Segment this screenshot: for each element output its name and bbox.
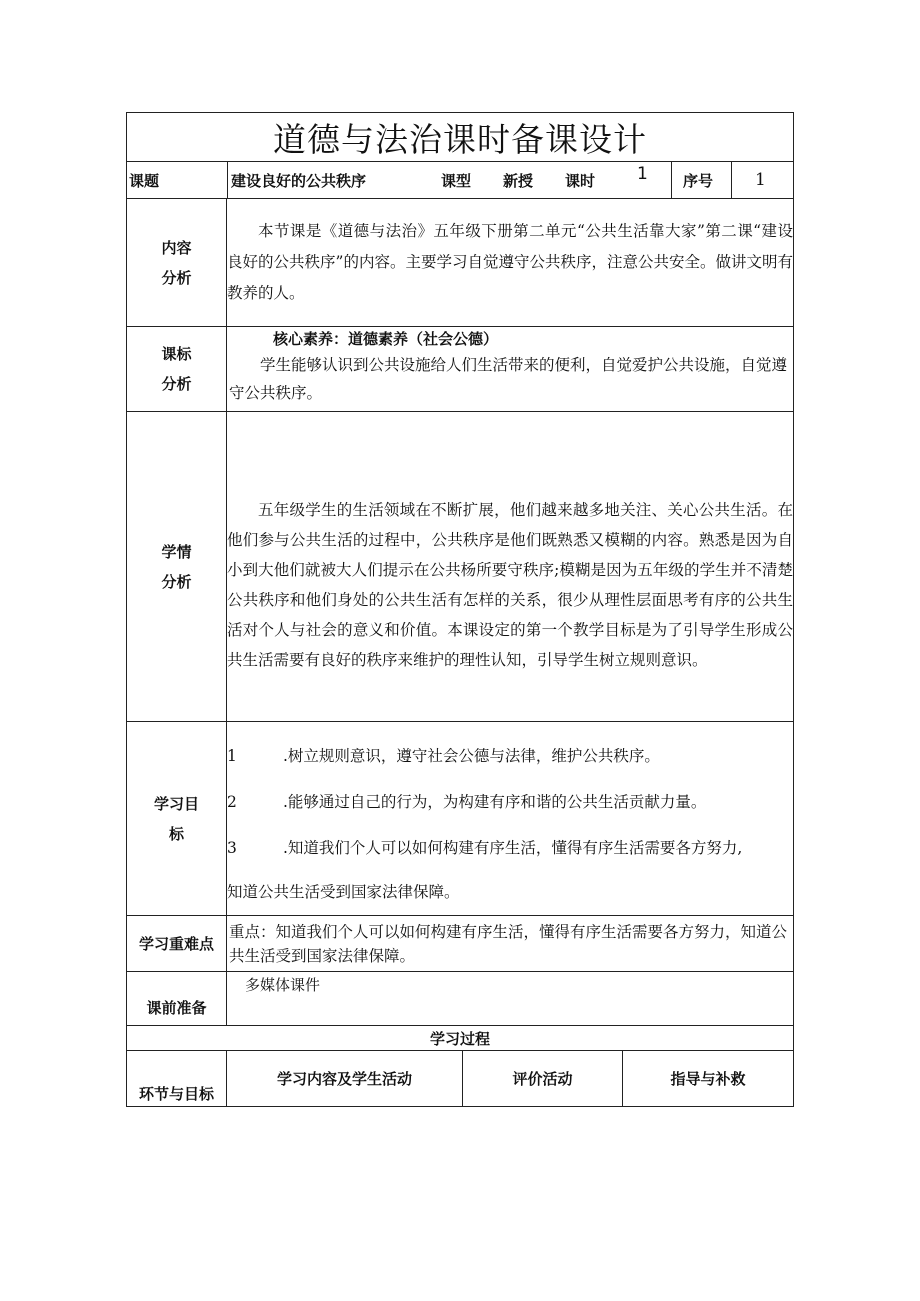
standard-analysis-text: 学生能够认识到公共设施给人们生活带来的便利，自觉爱护公共设施，自觉遵守公共秩序。 xyxy=(229,356,788,402)
learner-analysis-label: 学情 分析 xyxy=(127,412,227,722)
core-competency: 核心素养：道德素养（社会公德） xyxy=(273,330,499,348)
col-guide-header: 指导与补救 xyxy=(623,1051,794,1107)
content-analysis-label: 内容 分析 xyxy=(127,199,227,327)
seq-value: 1 xyxy=(755,170,766,190)
lesson-plan-sheet xyxy=(126,112,793,1107)
period-value: 1 xyxy=(637,164,648,184)
topic-value: 建设良好的公共秩序 xyxy=(231,171,367,190)
type-label: 课型 xyxy=(441,171,472,190)
goals-cell xyxy=(227,722,794,916)
type-value: 新授 xyxy=(503,171,534,190)
col-stage-header: 环节与目标 xyxy=(127,1051,227,1107)
goals-label: 学习目 标 xyxy=(127,722,227,916)
content-analysis-text: 本节课是《道德与法治》五年级下册第二单元“公共生活靠大家”第二课“建设良好的公共秩序”的内容。主要学习自觉遵守公共秩序，注意公共安全。做讲文明有教养的人。 xyxy=(227,199,794,327)
key-points-label: 学习重难点 xyxy=(127,916,227,972)
period-label: 课时 xyxy=(565,171,596,190)
lesson-plan-table xyxy=(126,112,794,1107)
key-points-text: 重点：知道我们个人可以如何构建有序生活，懂得有序生活需要各方努力，知道公共生活受到国家法律保障。 xyxy=(227,916,794,972)
page-title: 道德与法治课时备课设计 xyxy=(127,113,794,162)
goal-continuation: 知道公共生活受到国家法律保障。 xyxy=(227,883,460,901)
learner-analysis-text: 五年级学生的生活领域在不断扩展，他们越来越多地关注、关心公共生活。在他们参与公共生活的过程中，公共秩序是他们既熟悉又模糊的内容。熟悉是因为自小到大他们就被大人们提示在公共杨所要守秩序;模糊是因为五年级的学生并不清楚公共秩序和他们身处的公共生活有怎样的关系，很少从理性层面思考有序的公共生活对个人与社会的意义和价值。本课设定的第一个教学目标是为了引导学生形成公共生活需要有良好的秩序来维护的理性认知，引导学生树立规则意识。 xyxy=(227,412,794,722)
col-eval-header: 评价活动 xyxy=(463,1051,623,1107)
goal-item: 2 .能够通过自己的行为，为构建有序和谐的公共生活贡献力量。 xyxy=(227,793,707,811)
prep-label: 课前准备 xyxy=(127,972,227,1026)
prep-text: 多媒体课件 xyxy=(227,972,794,1026)
goal-item: 1 .树立规则意识，遵守社会公德与法律，维护公共秩序。 xyxy=(227,747,660,765)
standard-analysis-label: 课标 分析 xyxy=(127,327,227,412)
col-content-header: 学习内容及学生活动 xyxy=(227,1051,463,1107)
header-row xyxy=(127,162,793,198)
topic-label: 课题 xyxy=(129,171,160,190)
goal-item: 3 .知道我们个人可以如何构建有序生活，懂得有序生活需要各方努力, xyxy=(227,839,743,857)
standard-analysis-cell xyxy=(227,327,794,412)
process-title: 学习过程 xyxy=(127,1026,794,1051)
seq-label: 序号 xyxy=(683,171,714,190)
